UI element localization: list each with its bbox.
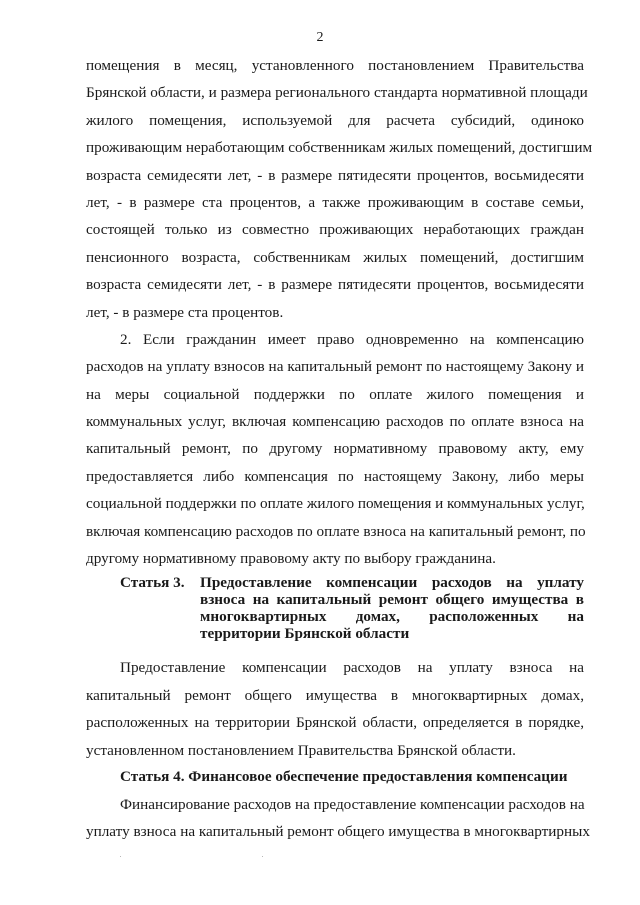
- text-line: проживающим неработающим собственникам жилых помещений, достигшим: [86, 139, 593, 157]
- text-line: возраста семидесяти лет, - в размере пятидесяти процентов, восьмидесяти: [86, 166, 584, 184]
- text-line: коммунальных услуг, включая компенсацию расходов по оплате взноса на: [86, 413, 584, 431]
- paragraph-1: [86, 52, 593, 326]
- text-line: Финансирование расходов на предоставление компенсации расходов на: [120, 795, 585, 813]
- text-line: пенсионного возраста, собственникам жилых помещений, достигшим: [86, 248, 584, 266]
- text-line: лет, - в размере ста процентов, а также проживающим в составе семьи,: [86, 193, 584, 211]
- text-line: Брянской области, и размера регионального стандарта нормативной площади: [86, 84, 588, 102]
- article-4-heading: Статья 4. Финансовое обеспечение предоставления компенсации: [120, 767, 568, 785]
- text-line: возраста семидесяти лет, - в размере пятидесяти процентов, восьмидесяти: [86, 276, 584, 294]
- text-line: жилого помещения, используемой для расчета субсидий, одиноко: [86, 111, 584, 129]
- scan-speck: [120, 856, 121, 857]
- title-line: многоквартирных домах, расположенных на: [200, 608, 584, 626]
- paragraph-4: [86, 791, 590, 846]
- title-line: Предоставление компенсации расходов на уплату: [200, 574, 584, 592]
- text-line: состоящей только из совместно проживающих неработающих граждан: [86, 221, 584, 239]
- text-line: включая компенсацию расходов по оплате взноса на капитальный ремонт, по: [86, 522, 586, 540]
- text-line: расходов на уплату взносов на капитальный ремонт по настоящему Закону и: [86, 358, 584, 376]
- text-line: 2. Если гражданин имеет право одновременно на компенсацию: [120, 330, 584, 348]
- title-line: территории Брянской области: [200, 625, 410, 643]
- text-line: на меры социальной поддержки по оплате жилого помещения и: [86, 385, 584, 403]
- text-line: помещения в месяц, установленного постановлением Правительства: [86, 57, 584, 74]
- paragraph-3: [86, 654, 584, 764]
- paragraph-2: [86, 326, 584, 573]
- article-3-title: [200, 574, 584, 642]
- text-line: расположенных на территории Брянской области, определяется в порядке,: [86, 714, 584, 732]
- text-line: социальной поддержки по оплате жилого помещения и коммунальных услуг,: [86, 495, 585, 513]
- text-line: предоставляется либо компенсация по настоящему Закону, либо меры: [86, 467, 584, 485]
- text-line: капитальный ремонт общего имущества в многоквартирных домах,: [86, 686, 584, 704]
- page-number: 2: [316, 30, 324, 45]
- text-line: другому нормативному правовому акту по выбору гражданина.: [86, 550, 496, 568]
- title-line: взноса на капитальный ремонт общего имущества в: [200, 591, 584, 609]
- text-line: уплату взноса на капитальный ремонт общего имущества в многоквартирных: [86, 823, 590, 841]
- article-3-heading: [86, 574, 584, 642]
- text-line: капитальный ремонт, по другому нормативному правовому акту, ему: [86, 440, 584, 458]
- text-line: лет, - в размере ста процентов.: [86, 303, 284, 321]
- scan-speck: [262, 856, 263, 857]
- text-line: установленном постановлением Правительства Брянской области.: [86, 741, 516, 759]
- article-3-label: Статья 3.: [120, 574, 185, 592]
- text-line: Предоставление компенсации расходов на уплату взноса на: [120, 659, 584, 677]
- document-body: [86, 52, 593, 846]
